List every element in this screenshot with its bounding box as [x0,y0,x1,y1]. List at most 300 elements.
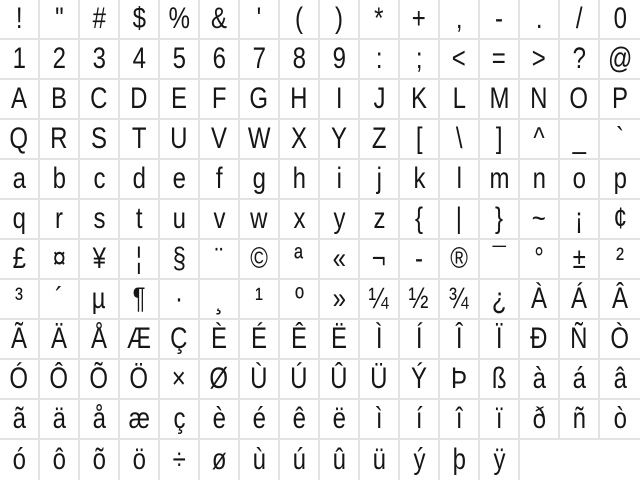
glyph-char: Å [90,322,107,355]
glyph-char: Ü [370,362,388,395]
glyph-cell[interactable] [360,360,400,400]
glyph-char: 6 [212,42,226,75]
glyph-cell[interactable] [200,320,240,360]
glyph-cell[interactable] [600,360,640,400]
glyph-cell[interactable] [600,80,640,120]
glyph-cell[interactable] [200,160,240,200]
glyph-char: f [215,162,223,195]
glyph-cell[interactable] [360,200,400,240]
glyph-cell[interactable] [360,440,400,480]
glyph-cell[interactable] [440,200,480,240]
glyph-char: : [375,42,383,75]
glyph-cell[interactable] [400,160,440,200]
glyph-cell[interactable] [40,120,80,160]
glyph-char: ¶ [132,282,146,315]
glyph-cell[interactable] [440,400,480,440]
glyph-cell[interactable] [520,40,560,80]
glyph-char: & [210,2,227,35]
glyph-cell[interactable] [440,240,480,280]
glyph-char: ú [292,443,306,476]
glyph-cell[interactable] [320,40,360,80]
glyph-cell[interactable] [160,240,200,280]
glyph-cell[interactable] [160,280,200,320]
glyph-char: I [335,82,343,115]
glyph-cell[interactable] [240,240,280,280]
glyph-cell[interactable] [400,360,440,400]
glyph-char: > [531,42,547,75]
glyph-char: 8 [292,42,306,75]
glyph-char: Ð [530,322,548,355]
glyph-char: ¯ [492,242,506,275]
glyph-cell[interactable] [560,240,600,280]
glyph-cell[interactable] [80,280,120,320]
glyph-cell[interactable] [320,120,360,160]
glyph-cell[interactable] [280,320,320,360]
glyph-char: ; [415,42,423,75]
glyph-cell[interactable] [40,440,80,480]
glyph-cell[interactable] [440,40,480,80]
glyph-cell[interactable] [0,400,40,440]
glyph-cell[interactable] [280,280,320,320]
glyph-cell[interactable] [360,160,400,200]
glyph-char: Ê [290,322,307,355]
glyph-char: ¿ [491,282,507,315]
glyph-cell[interactable] [360,280,400,320]
glyph-char: - [415,242,423,275]
glyph-cell[interactable] [200,360,240,400]
glyph-cell[interactable] [280,360,320,400]
glyph-cell[interactable] [440,440,480,480]
glyph-cell[interactable] [280,200,320,240]
glyph-char: ñ [572,402,586,435]
glyph-cell[interactable] [480,200,520,240]
glyph-cell[interactable] [240,360,280,400]
glyph-char: ÷ [172,443,186,476]
glyph-cell[interactable] [400,0,440,40]
glyph-cell[interactable] [40,240,80,280]
glyph-char: ¡ [575,202,583,235]
glyph-char: ' [256,2,262,35]
glyph-char: - [495,2,503,35]
glyph-cell[interactable] [120,80,160,120]
glyph-cell[interactable] [240,120,280,160]
glyph-cell[interactable] [600,320,640,360]
glyph-char: é [252,402,266,435]
glyph-cell[interactable] [440,360,480,400]
glyph-cell[interactable] [160,200,200,240]
glyph-char: b [52,162,66,195]
glyph-cell[interactable] [120,400,160,440]
glyph-cell[interactable] [240,40,280,80]
glyph-char: + [411,2,427,35]
glyph-cell[interactable] [40,160,80,200]
glyph-char: ³ [15,282,23,315]
glyph-cell[interactable] [80,160,120,200]
glyph-char: ø [211,443,227,476]
glyph-char: 2 [52,42,66,75]
glyph-char: ç [173,402,185,435]
glyph-cell[interactable] [440,80,480,120]
glyph-char: ò [613,402,627,435]
glyph-cell[interactable] [280,440,320,480]
glyph-cell[interactable] [0,360,40,400]
glyph-char: Y [330,122,347,155]
glyph-cell[interactable] [160,440,200,480]
glyph-cell[interactable] [480,0,520,40]
glyph-cell[interactable] [560,40,600,80]
glyph-cell[interactable] [480,360,520,400]
glyph-cell[interactable] [320,200,360,240]
glyph-cell[interactable] [40,80,80,120]
glyph-char: R [50,122,68,155]
glyph-cell[interactable] [280,120,320,160]
glyph-cell[interactable] [560,200,600,240]
glyph-cell[interactable] [240,320,280,360]
glyph-cell[interactable] [440,0,480,40]
glyph-char: " [54,2,64,35]
glyph-cell[interactable] [240,80,280,120]
glyph-char: ÿ [493,443,505,476]
glyph-char: p [613,162,627,195]
glyph-cell[interactable] [400,240,440,280]
glyph-cell[interactable] [240,0,280,40]
glyph-cell[interactable] [200,80,240,120]
glyph-cell[interactable] [0,160,40,200]
glyph-cell[interactable] [280,0,320,40]
glyph-cell[interactable] [560,120,600,160]
glyph-cell[interactable] [120,120,160,160]
glyph-cell[interactable] [560,320,600,360]
glyph-cell[interactable] [240,160,280,200]
glyph-cell[interactable] [400,440,440,480]
glyph-cell[interactable] [120,360,160,400]
glyph-char: ä [52,402,66,435]
glyph-char: W [247,122,271,155]
glyph-cell[interactable] [200,200,240,240]
glyph-char: | [455,202,463,235]
glyph-cell[interactable] [200,240,240,280]
glyph-cell[interactable] [480,80,520,120]
glyph-cell[interactable] [560,400,600,440]
glyph-char: ¥ [92,242,106,275]
glyph-char: g [252,162,266,195]
glyph-cell[interactable] [360,400,400,440]
glyph-cell[interactable] [400,40,440,80]
glyph-cell[interactable] [40,200,80,240]
glyph-cell[interactable] [400,120,440,160]
glyph-char: ¢ [613,202,627,235]
glyph-cell[interactable] [520,360,560,400]
glyph-cell[interactable] [400,80,440,120]
glyph-char: z [373,202,385,235]
glyph-cell[interactable] [200,400,240,440]
glyph-cell[interactable] [0,280,40,320]
glyph-char: ¼ [368,282,390,315]
glyph-char: Â [611,282,628,315]
glyph-cell[interactable] [400,320,440,360]
glyph-cell[interactable] [80,360,120,400]
glyph-cell[interactable] [600,400,640,440]
glyph-char: Ò [610,322,630,355]
glyph-char: á [572,362,586,395]
glyph-cell[interactable] [120,280,160,320]
glyph-cell[interactable] [160,320,200,360]
glyph-cell[interactable] [40,360,80,400]
glyph-cell[interactable] [0,80,40,120]
glyph-char: ¸ [215,282,223,315]
glyph-cell[interactable] [40,320,80,360]
glyph-cell[interactable] [40,400,80,440]
glyph-cell[interactable] [0,440,40,480]
glyph-char: T [131,122,147,155]
glyph-cell[interactable] [160,120,200,160]
glyph-char: < [451,42,467,75]
glyph-cell[interactable] [400,280,440,320]
empty-cell [520,440,560,480]
glyph-cell[interactable] [480,400,520,440]
glyph-cell[interactable] [120,40,160,80]
glyph-char: % [168,2,190,35]
glyph-cell[interactable] [80,200,120,240]
glyph-char: « [332,242,346,275]
glyph-cell[interactable] [520,160,560,200]
glyph-char: h [292,162,306,195]
glyph-cell[interactable] [600,0,640,40]
glyph-cell[interactable] [320,240,360,280]
glyph-cell[interactable] [440,280,480,320]
glyph-char: [ [415,122,423,155]
glyph-cell[interactable] [600,120,640,160]
glyph-cell[interactable] [160,160,200,200]
glyph-cell[interactable] [160,360,200,400]
glyph-char: # [92,2,106,35]
glyph-char: µ [92,282,106,315]
glyph-char: Ö [129,362,149,395]
glyph-cell[interactable] [280,400,320,440]
glyph-cell[interactable] [560,80,600,120]
glyph-cell[interactable] [320,400,360,440]
glyph-char: _ [572,122,586,155]
glyph-cell[interactable] [400,400,440,440]
glyph-cell[interactable] [600,280,640,320]
glyph-char: Í [415,322,423,355]
glyph-cell[interactable] [80,440,120,480]
glyph-cell[interactable] [560,160,600,200]
glyph-char: K [410,82,427,115]
glyph-cell[interactable] [320,440,360,480]
glyph-cell[interactable] [480,160,520,200]
glyph-char: ] [495,122,503,155]
glyph-char: e [172,162,186,195]
glyph-char: 1 [12,42,26,75]
glyph-char: Æ [127,322,151,355]
glyph-cell[interactable] [320,160,360,200]
glyph-cell[interactable] [120,240,160,280]
glyph-char: Ý [410,362,427,395]
glyph-cell[interactable] [560,360,600,400]
glyph-cell[interactable] [80,0,120,40]
glyph-cell[interactable] [40,40,80,80]
glyph-char: o [572,162,586,195]
glyph-cell[interactable] [120,440,160,480]
glyph-cell[interactable] [120,200,160,240]
glyph-char: O [569,82,589,115]
glyph-cell[interactable] [400,200,440,240]
glyph-cell[interactable] [440,160,480,200]
glyph-char: Ø [209,362,229,395]
glyph-cell[interactable] [480,320,520,360]
glyph-cell[interactable] [480,240,520,280]
glyph-char: û [332,443,346,476]
glyph-cell[interactable] [360,120,400,160]
glyph-char: u [172,202,186,235]
glyph-char: 5 [172,42,186,75]
glyph-cell[interactable] [360,40,400,80]
glyph-cell[interactable] [520,280,560,320]
glyph-char: P [611,82,628,115]
glyph-cell[interactable] [240,280,280,320]
glyph-cell[interactable] [280,40,320,80]
glyph-cell[interactable] [40,280,80,320]
glyph-cell[interactable] [600,240,640,280]
glyph-char: { [414,202,424,235]
glyph-cell[interactable] [280,80,320,120]
glyph-char: à [532,362,546,395]
glyph-cell[interactable] [200,40,240,80]
glyph-cell[interactable] [520,120,560,160]
glyph-char: ) [335,2,343,35]
glyph-cell[interactable] [560,280,600,320]
glyph-char: õ [92,443,106,476]
glyph-cell[interactable] [0,120,40,160]
glyph-cell[interactable] [120,320,160,360]
glyph-cell[interactable] [520,240,560,280]
glyph-cell[interactable] [240,440,280,480]
glyph-cell[interactable] [480,440,520,480]
glyph-char: ù [252,443,266,476]
glyph-cell[interactable] [0,0,40,40]
glyph-cell[interactable] [240,200,280,240]
glyph-cell[interactable] [160,0,200,40]
glyph-cell[interactable] [320,320,360,360]
glyph-cell[interactable] [120,0,160,40]
glyph-cell[interactable] [320,80,360,120]
glyph-cell[interactable] [480,280,520,320]
glyph-cell[interactable] [200,120,240,160]
glyph-cell[interactable] [80,320,120,360]
glyph-cell[interactable] [360,0,400,40]
glyph-char: À [530,282,547,315]
glyph-char: S [90,122,107,155]
glyph-cell[interactable] [480,120,520,160]
glyph-char: ~ [531,202,547,235]
glyph-cell[interactable] [200,0,240,40]
glyph-char: » [332,282,346,315]
glyph-cell[interactable] [520,0,560,40]
glyph-cell[interactable] [320,280,360,320]
glyph-char: q [12,202,26,235]
glyph-cell[interactable] [240,400,280,440]
glyph-char: § [172,242,186,275]
glyph-char: j [376,162,382,195]
glyph-cell[interactable] [360,80,400,120]
glyph-cell[interactable] [160,40,200,80]
glyph-char: ï [495,402,503,435]
glyph-cell[interactable] [0,200,40,240]
glyph-char: þ [452,443,466,476]
glyph-cell[interactable] [320,0,360,40]
glyph-cell[interactable] [0,320,40,360]
glyph-cell[interactable] [80,40,120,80]
glyph-cell[interactable] [480,40,520,80]
glyph-cell[interactable] [40,0,80,40]
glyph-char: s [93,202,105,235]
glyph-char: l [456,162,462,195]
glyph-cell[interactable] [0,240,40,280]
glyph-cell[interactable] [520,80,560,120]
glyph-cell[interactable] [360,320,400,360]
glyph-char: ? [572,42,586,75]
glyph-char: c [93,162,105,195]
glyph-cell[interactable] [600,200,640,240]
glyph-char: Î [455,322,463,355]
glyph-char: D [130,82,148,115]
glyph-cell[interactable] [440,120,480,160]
glyph-cell[interactable] [520,200,560,240]
glyph-char: A [10,82,27,115]
glyph-cell[interactable] [600,160,640,200]
glyph-char: í [415,402,423,435]
glyph-cell[interactable] [280,240,320,280]
glyph-char: ¨ [215,242,223,275]
glyph-char: Ã [10,322,27,355]
glyph-cell[interactable] [160,80,200,120]
glyph-char: è [212,402,226,435]
glyph-cell[interactable] [600,40,640,80]
glyph-char: £ [12,242,26,275]
glyph-cell[interactable] [200,280,240,320]
glyph-cell[interactable] [80,240,120,280]
glyph-cell[interactable] [120,160,160,200]
glyph-char: Ñ [570,322,588,355]
glyph-char: ó [12,443,26,476]
glyph-cell[interactable] [280,160,320,200]
glyph-char: ½ [408,282,430,315]
glyph-char: v [213,202,225,235]
glyph-cell[interactable] [440,320,480,360]
glyph-char: ¤ [52,242,66,275]
glyph-cell[interactable] [560,0,600,40]
glyph-cell[interactable] [80,80,120,120]
glyph-cell[interactable] [360,240,400,280]
glyph-cell[interactable] [320,360,360,400]
glyph-char: 7 [252,42,266,75]
glyph-char: ` [616,122,624,155]
glyph-char: * [374,2,384,35]
glyph-cell[interactable] [160,400,200,440]
glyph-cell[interactable] [80,120,120,160]
glyph-char: V [210,122,227,155]
glyph-cell[interactable] [0,40,40,80]
glyph-cell[interactable] [80,400,120,440]
glyph-char: ß [491,362,507,395]
glyph-char: ê [292,402,306,435]
glyph-char: k [413,162,425,195]
glyph-cell[interactable] [520,400,560,440]
glyph-cell[interactable] [520,320,560,360]
glyph-cell[interactable] [200,440,240,480]
glyph-char: ð [532,402,546,435]
